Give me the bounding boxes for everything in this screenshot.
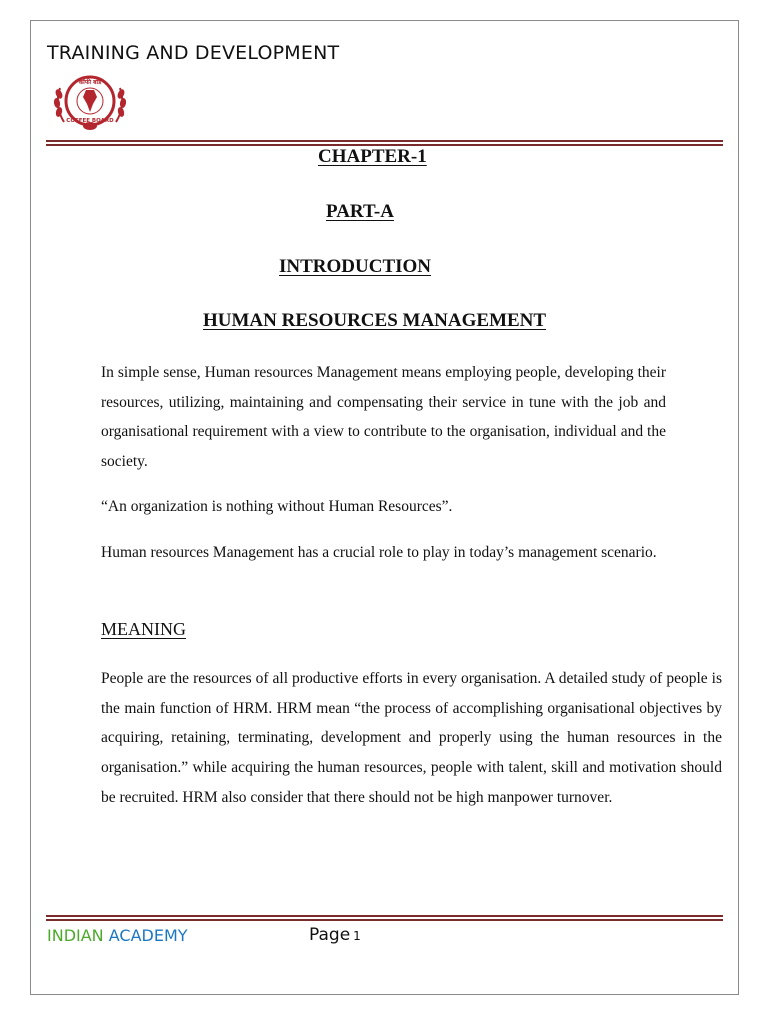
logo-top-text: कॉफी बोर्ड [78, 79, 102, 86]
coffee-board-logo [50, 70, 130, 132]
footer-rule [46, 915, 723, 921]
paragraph-definition: In simple sense, Human resources Management means employing people, developing their resources, utilizing, maintaining and compensating their service in tune with the job and organisational requirement with a view to contribute to the organisation, individual and the society. [101, 364, 666, 471]
logo-bottom-text: COFFEE BOARD [66, 118, 114, 124]
footer-page [309, 925, 361, 945]
part-heading: PART-A [326, 201, 394, 222]
meaning-heading: MEANING [101, 619, 186, 639]
page-number: 1 [353, 929, 361, 943]
paragraph-meaning: People are the resources of all productive efforts in every organisation. A detailed study of people is the main function of HRM. HRM mean “the process of accomplishing organisational objectives by acquiring, retaining, terminating, development and properly using the human resources in the organisation.” while acquiring the human resources, people with talent, skill and motivation should be recruited. HRM also consider that there should not be high manpower turnover. [101, 670, 722, 806]
paragraph-role: Human resources Management has a crucial role to play in today’s management scenario. [101, 544, 657, 561]
introduction-heading: INTRODUCTION [279, 256, 432, 277]
section-heading: HUMAN RESOURCES MANAGEMENT [203, 310, 547, 331]
footer-org-word1: INDIAN [47, 926, 104, 945]
page-label: Page [309, 925, 351, 945]
paragraph-quote: “An organization is nothing without Human Resources”. [101, 498, 453, 515]
chapter-heading: CHAPTER-1 [318, 146, 427, 167]
header-title: TRAINING AND DEVELOPMENT [47, 42, 340, 64]
footer-org-word2: ACADEMY [108, 926, 188, 945]
footer-organization [47, 926, 188, 945]
